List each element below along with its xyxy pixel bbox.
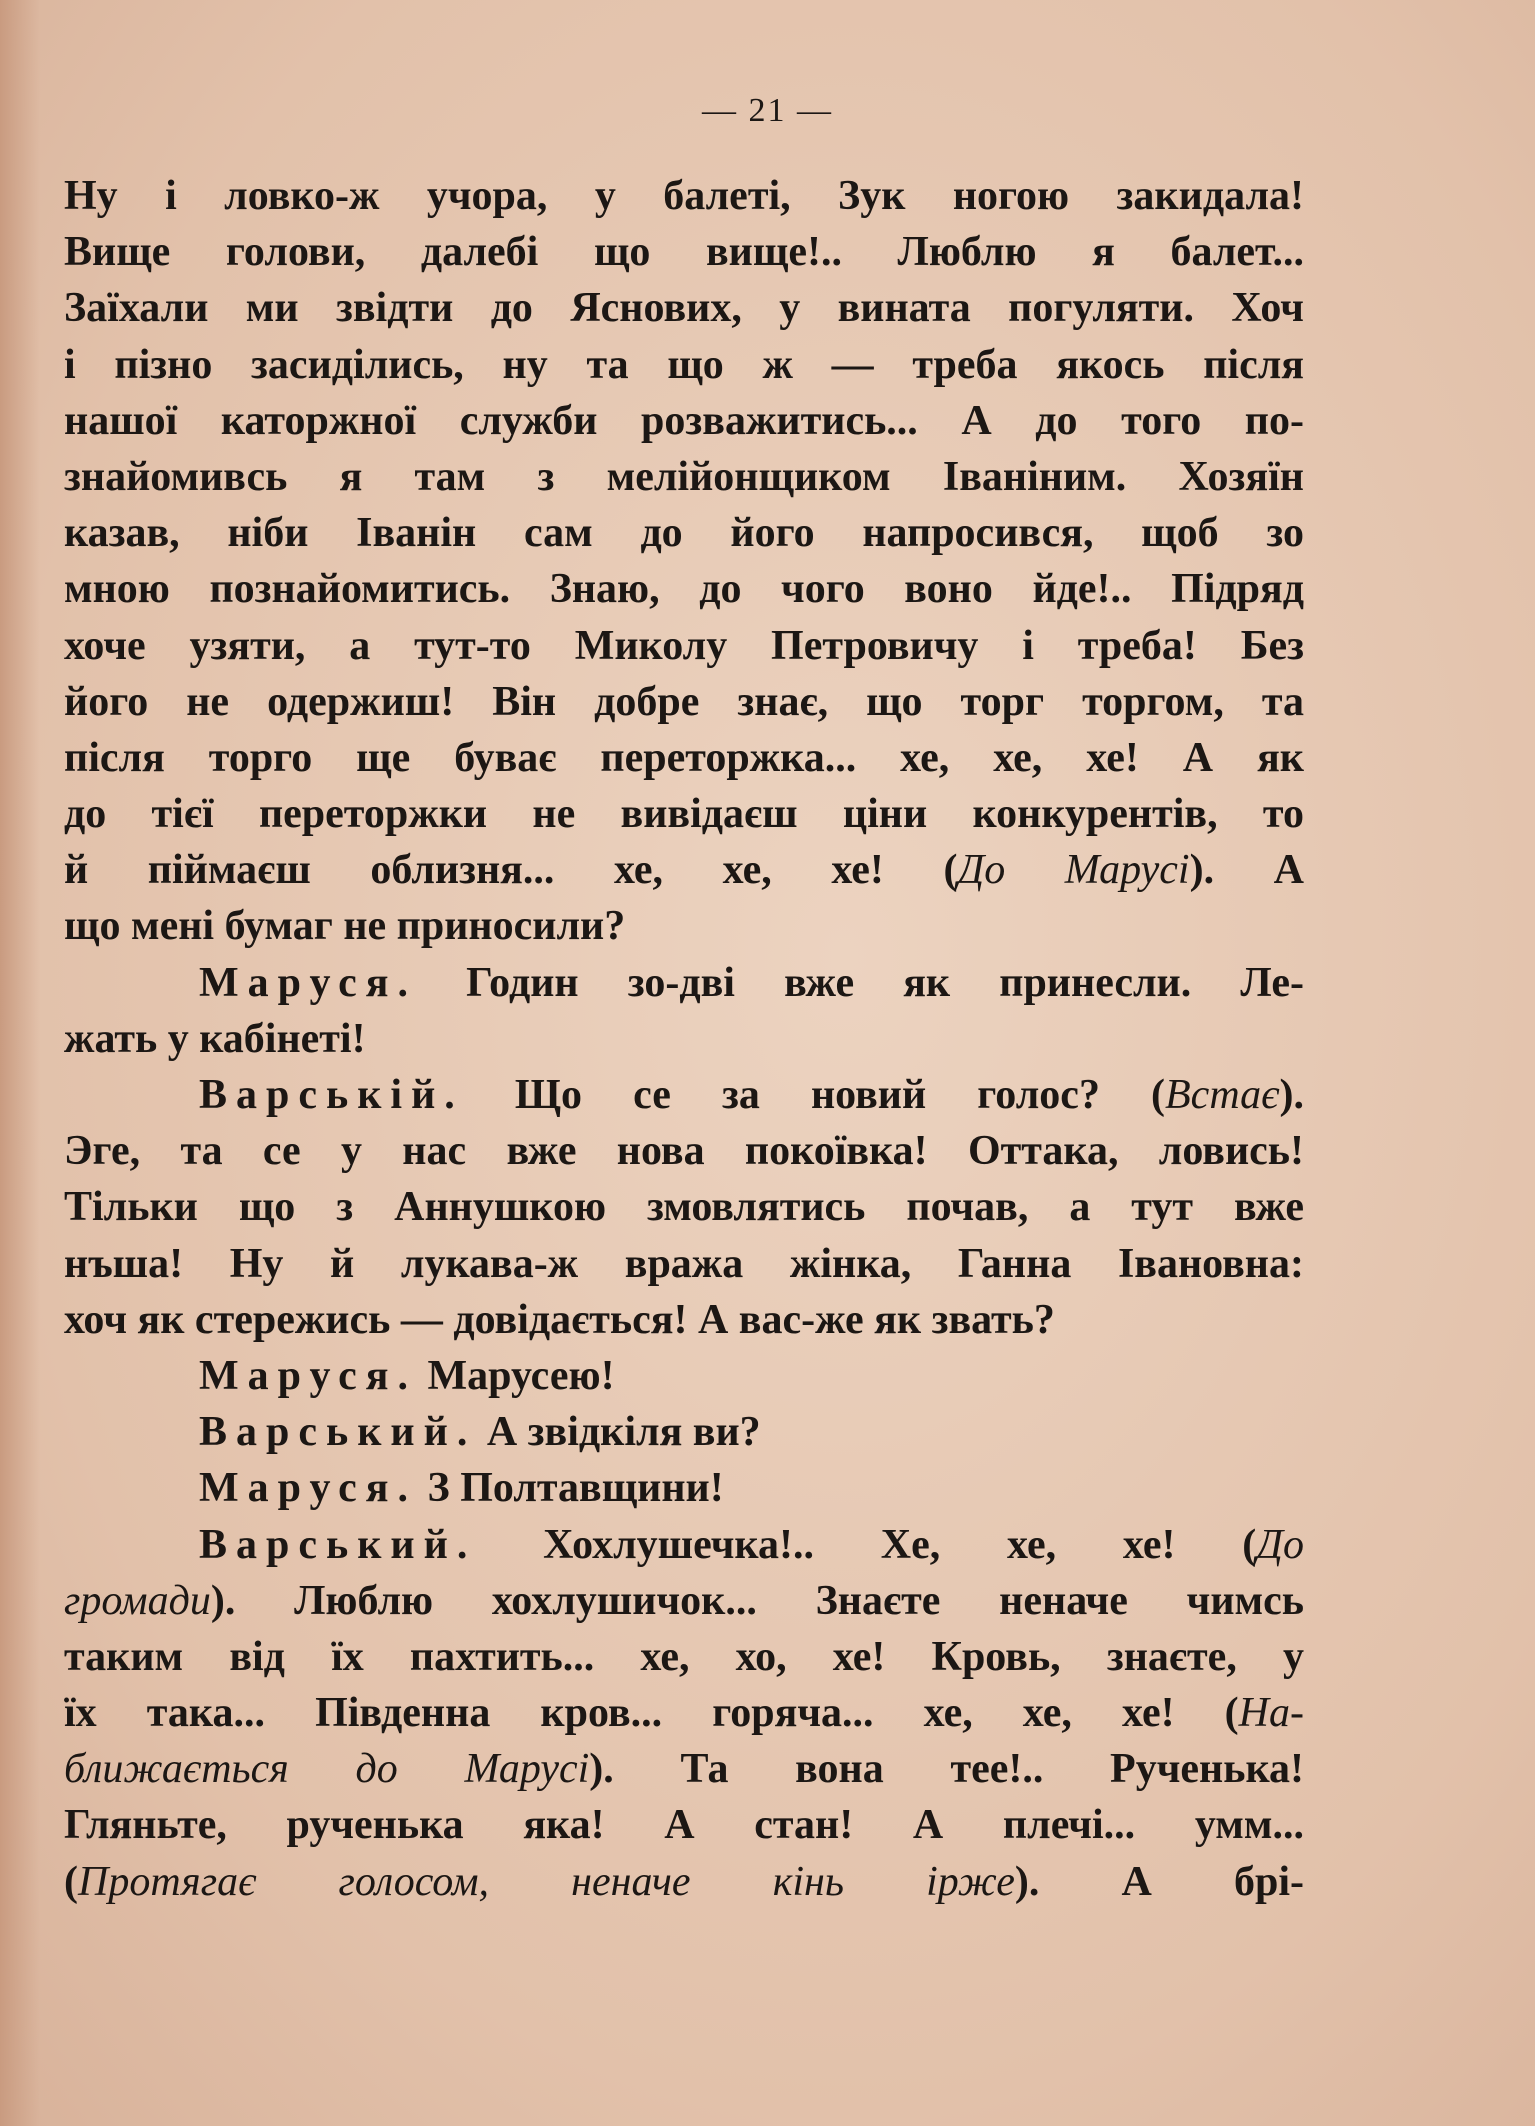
stage-direction: Встає: [1165, 1072, 1280, 1118]
speech-text: Хохлушечка!.. Хе, хе, хе! (: [543, 1521, 1257, 1568]
speaker-name: Маруся.: [199, 959, 418, 1006]
text-line: Тільки що з Аннушкою змовлятись почав, а тут вже: [64, 1184, 1304, 1231]
speaker-name: Варській.: [199, 1072, 464, 1118]
text-line: хоч як стережись — довідається! А вас-же як звать?: [64, 1296, 1055, 1343]
text-line: Гляньте, рученька яка! А стан! А плечі... умм...: [64, 1802, 1304, 1849]
text-line: жать у кабінеті!: [64, 1015, 366, 1062]
dialogue-line: [64, 955, 1304, 1011]
text-line: мною познайомитись. Знаю, до чого воно йде!.. Підряд: [64, 566, 1304, 613]
text-fragment: ). Люблю хохлушичок... Знаєте неначе чимсь: [210, 1577, 1304, 1624]
text-line: його не одержиш! Він добре знає, що торг торгом, та: [64, 678, 1304, 725]
text-fragment: (: [64, 1858, 78, 1905]
text-line: [64, 1741, 1304, 1797]
page-text: [64, 168, 1304, 1910]
dialogue-line: [64, 1517, 1304, 1573]
stage-direction: ближається до Марусі: [64, 1746, 590, 1793]
text-line: хоче узяти, а тут-то Миколу Петровичу і треба! Без: [64, 622, 1304, 669]
text-line: Эге, та се у нас вже нова покоївка! Оттака, ловись!: [64, 1128, 1304, 1175]
text-line: що мені бумаг не приносили?: [64, 903, 626, 950]
stage-direction: До: [1256, 1521, 1304, 1568]
speaker-name: Варський.: [199, 1521, 477, 1568]
text-line: після торго ще буває переторжка... хе, хе, хе! А як: [64, 734, 1304, 781]
speech-text: З Полтавщини!: [427, 1465, 724, 1512]
speaker-name: Варський.: [199, 1409, 477, 1456]
dialogue-line: [64, 1067, 1304, 1123]
speaker-name: Маруся.: [199, 1352, 418, 1399]
text-line: [64, 1685, 1304, 1741]
text-line: Вище голови, далебі що вище!.. Люблю я балет...: [64, 229, 1304, 276]
text-line: таким від їх пахтить... хе, хо, хе! Кровь, знаєте, у: [64, 1633, 1304, 1680]
text-fragment: ). А: [1189, 847, 1304, 894]
stage-direction: До Марусі: [957, 847, 1190, 894]
text-line: [64, 842, 1304, 898]
speech-text: А звідкіля ви?: [486, 1409, 761, 1456]
text-fragment: їх така... Південна кров... горяча... хе, хе, хе! (: [64, 1690, 1239, 1737]
dialogue-line: [64, 1404, 1304, 1460]
text-line: нъша! Ну й лукава-ж вража жінка, Ганна Івановна:: [64, 1240, 1304, 1287]
dialogue-line: [64, 1348, 1304, 1404]
stage-direction: Протягає голосом, неначе кінь ірже: [78, 1858, 1015, 1905]
text-line: нашої каторжної служби розважитись... А до того по-: [64, 397, 1304, 444]
text-line: і пізно засиділись, ну та що ж — треба якось після: [64, 341, 1304, 388]
text-fragment: ).: [1279, 1072, 1304, 1118]
speaker-name: Маруся.: [199, 1465, 418, 1512]
text-line: [64, 1854, 1304, 1910]
stage-direction: громади: [64, 1577, 211, 1624]
dialogue-line: [64, 1460, 1304, 1516]
stage-direction: На-: [1238, 1690, 1304, 1737]
text-line: [64, 1573, 1304, 1629]
text-fragment: ). А брі-: [1014, 1858, 1304, 1905]
text-fragment: ). Та вона тее!.. Рученька!: [589, 1746, 1304, 1793]
text-line: знайомивсь я там з мелійонщиком Іваніним. Хозяїн: [64, 453, 1304, 500]
text-line: Заїхали ми звідти до Яснових, у вината погуляти. Хоч: [64, 285, 1304, 332]
speech-text: Марусею!: [427, 1352, 615, 1399]
text-line: казав, ніби Іванін сам до його напросився, щоб зо: [64, 510, 1304, 557]
page-number: — 21 —: [702, 92, 833, 129]
speech-text: Годин зо-дві вже як принесли. Ле-: [466, 959, 1304, 1006]
text-line: до тієї переторжки не вивідаєш ціни конкурентів, то: [64, 791, 1304, 838]
text-fragment: й піймаєш облизня... хе, хе, хе! (: [64, 847, 958, 894]
speech-text: Що се за новий голос? (: [514, 1072, 1166, 1118]
text-line: Ну і ловко-ж учора, у балеті, Зук ногою закидала!: [64, 173, 1304, 219]
